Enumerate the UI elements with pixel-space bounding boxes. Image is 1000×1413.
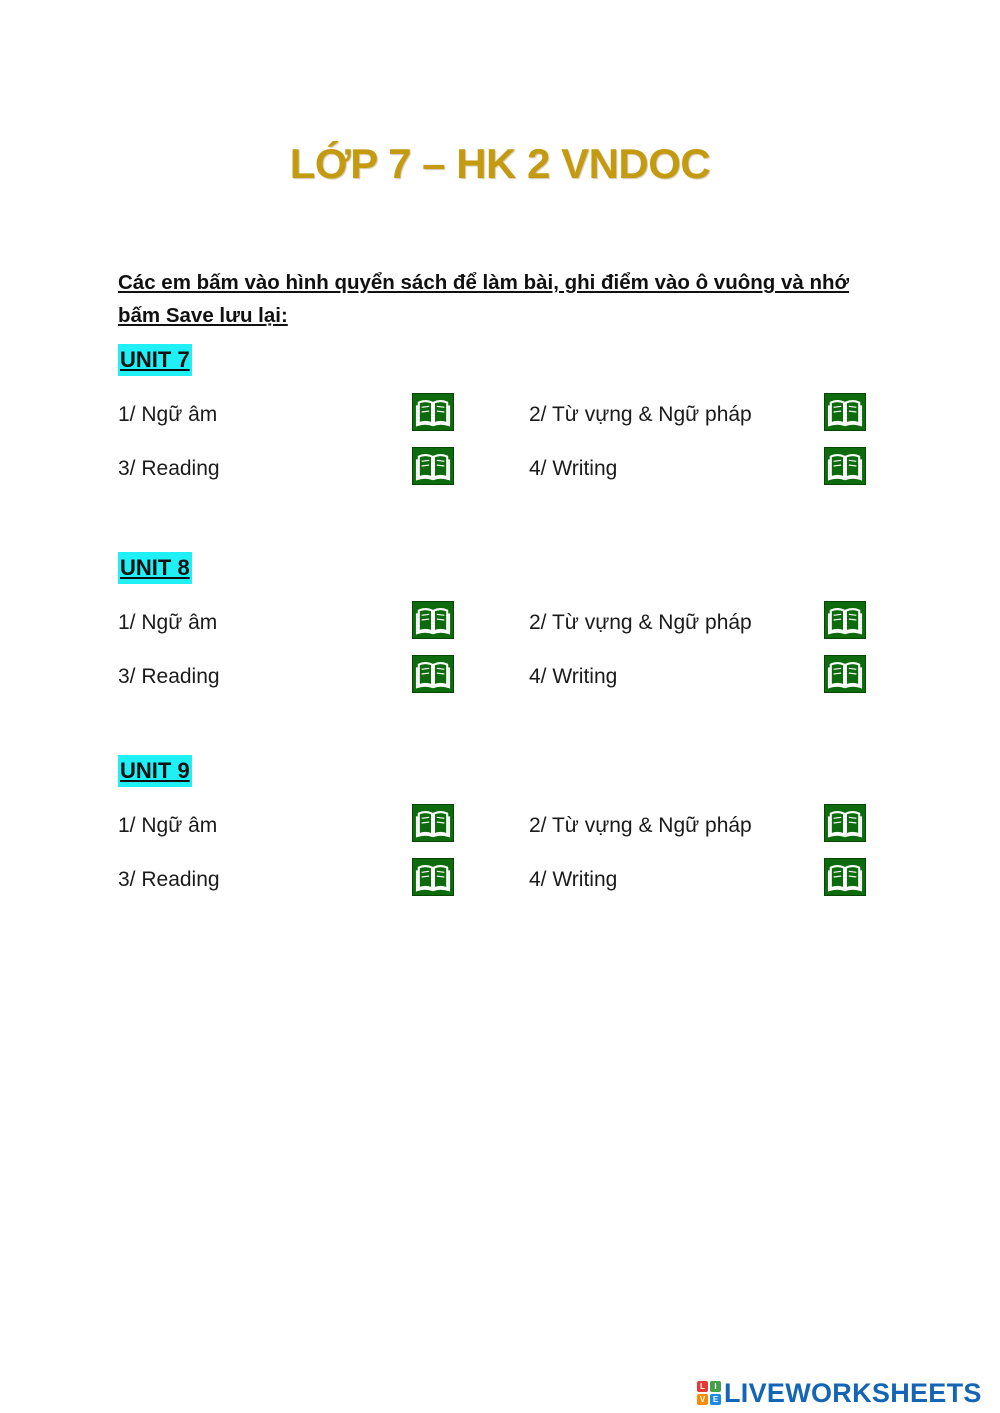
open-book-icon[interactable] [412,601,454,639]
lesson-label-unit7-vocab-grammar: 2/ Từ vựng & Ngữ pháp [529,403,752,426]
open-book-icon[interactable] [412,447,454,485]
lesson-label-unit7-reading: 3/ Reading [118,457,220,480]
liveworksheets-logo [697,1376,982,1410]
brand-name: LIVEWORKSHEETS [724,1377,982,1408]
open-book-icon[interactable] [824,858,866,896]
lesson-label-unit9-reading: 3/ Reading [118,868,220,891]
lesson-label-unit9-vocab-grammar: 2/ Từ vựng & Ngữ pháp [529,814,752,837]
instructions-text: Các em bấm vào hình quyển sách để làm bài, ghi điểm vào ô vuông và nhớ bấm Save lưu lại: [118,271,850,327]
unit-heading-7: UNIT 7 [118,344,192,376]
open-book-icon[interactable] [824,655,866,693]
brand-mark-icon: L I V E [697,1381,721,1405]
lesson-label-unit8-reading: 3/ Reading [118,665,220,688]
open-book-icon[interactable] [824,393,866,431]
open-book-icon[interactable] [412,655,454,693]
open-book-icon[interactable] [824,804,866,842]
lesson-label-unit7-writing: 4/ Writing [529,457,618,480]
unit-heading-8: UNIT 8 [118,552,192,584]
open-book-icon[interactable] [412,858,454,896]
open-book-icon[interactable] [824,601,866,639]
lesson-label-unit9-writing: 4/ Writing [529,868,618,891]
open-book-icon[interactable] [412,393,454,431]
open-book-icon[interactable] [824,447,866,485]
lesson-label-unit8-pronunciation: 1/ Ngữ âm [118,611,218,634]
lesson-label-unit8-writing: 4/ Writing [529,665,618,688]
open-book-icon[interactable] [412,804,454,842]
lesson-label-unit9-pronunciation: 1/ Ngữ âm [118,814,218,837]
lesson-label-unit8-vocab-grammar: 2/ Từ vựng & Ngữ pháp [529,611,752,634]
unit-heading-9: UNIT 9 [118,755,192,787]
lesson-label-unit7-pronunciation: 1/ Ngữ âm [118,403,218,426]
page-title: LỚP 7 – HK 2 VNDOC [289,140,711,187]
